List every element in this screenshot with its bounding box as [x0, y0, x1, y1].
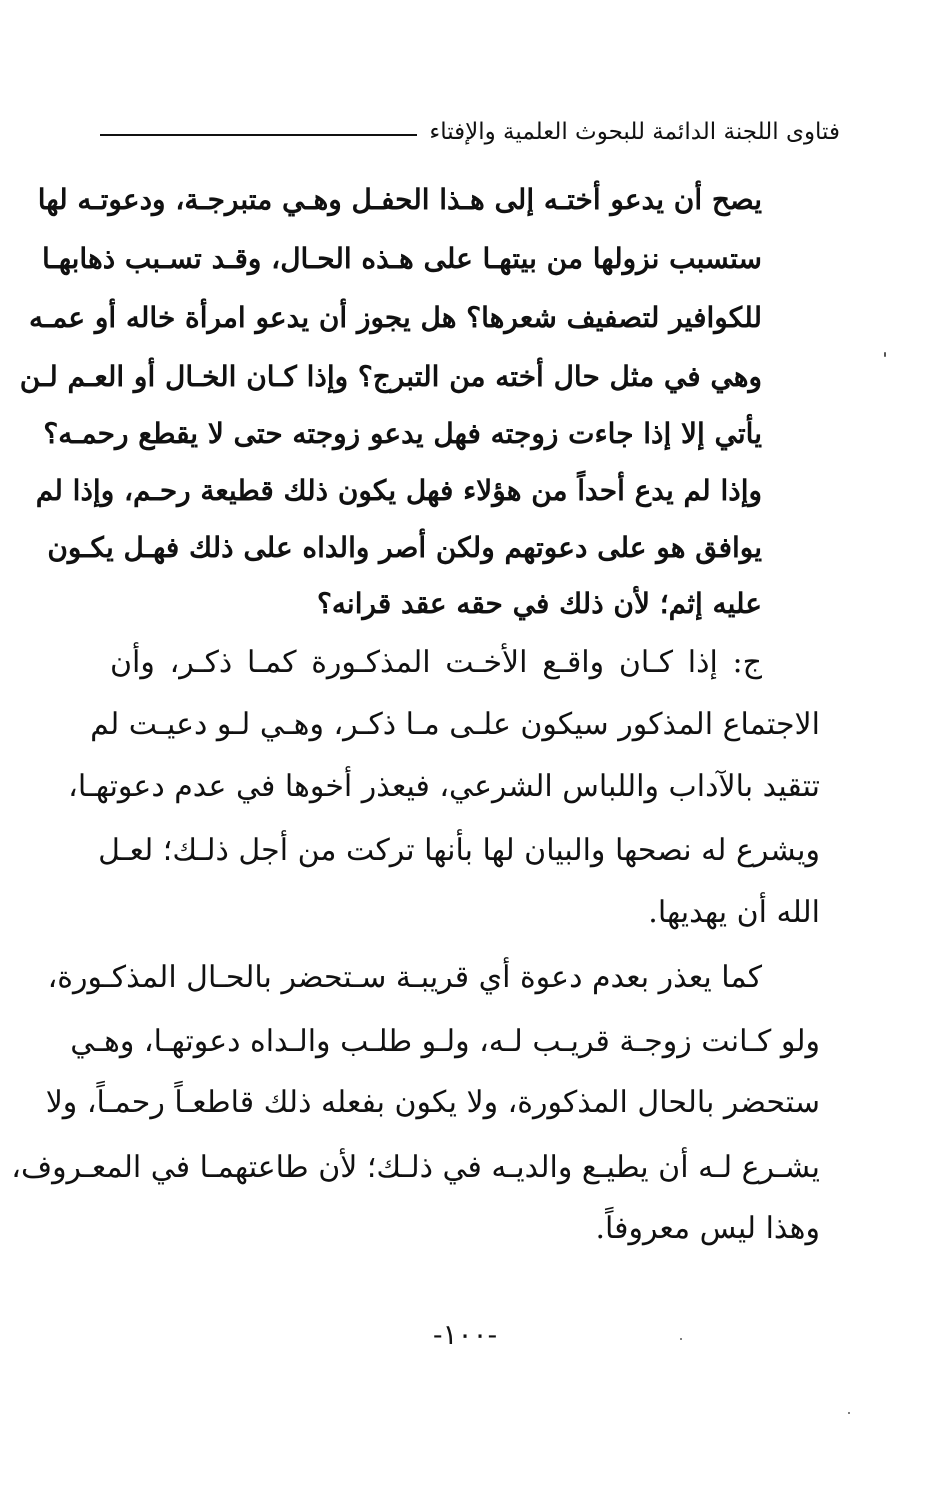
scan-speck: [884, 352, 886, 357]
question-line: ستسبب نزولها من بيتهـا على هـذه الحـال، وقـد تسـبب ذهابهـا: [41, 242, 762, 275]
question-line: يأتي إلا إذا جاءت زوجته فهل يدعو زوجته حتى لا يقطع رحمـه؟: [43, 417, 762, 450]
answer-line: الاجتماع المذكور سيكون علـى مـا ذكـر، وهـي لـو دعيـت لم: [90, 707, 820, 742]
question-line: عليه إثم؛ لأن ذلك في حقه عقد قرانه؟: [317, 587, 762, 620]
answer-line: ستحضر بالحال المذكورة، ولا يكون بفعله ذلك قاطعـاً رحمـاً، ولا: [45, 1085, 820, 1120]
answer-line: يشـرع لـه أن يطيـع والديـه في ذلـك؛ لأن طاعتهمـا في المعـروف،: [11, 1150, 820, 1185]
question-line: يصح أن يدعو أختـه إلى هـذا الحفـل وهـي متبرجـة، ودعوتـه لها: [37, 183, 762, 216]
book-title: فتاوى اللجنة الدائمة للبحوث العلمية والإفتاء: [429, 119, 840, 145]
answer-line: كما يعذر بعدم دعوة أي قريبـة سـتحضر بالحـال المذكـورة،: [47, 960, 762, 995]
question-line: وهي في مثل حال أخته من التبرج؟ وإذا كـان الخـال أو العـم لـن: [19, 360, 762, 393]
answer-line: ويشرع له نصحها والبيان لها بأنها تركت من أجل ذلـك؛ لعـل: [98, 833, 820, 868]
page-number: -١٠٠-: [432, 1318, 498, 1351]
answer-line: ج: إذا كـان واقـع الأخـت المذكـورة كمـا ذكـر، وأن: [110, 645, 762, 680]
question-line: للكوافير لتصفيف شعرها؟ هل يجوز أن يدعو امرأة خاله أو عمـه: [28, 301, 762, 334]
answer-line: تتقيد بالآداب واللباس الشرعي، فيعذر أخوها في عدم دعوتهـا،: [68, 769, 820, 804]
answer-line: وهذا ليس معروفاً.: [595, 1211, 820, 1246]
scan-speck: [680, 1338, 682, 1340]
question-line: يوافق هو على دعوتهم ولكن أصر والداه على ذلك فهـل يكـون: [47, 531, 762, 564]
scan-speck: [848, 1412, 850, 1414]
answer-line: الله أن يهديها.: [648, 895, 820, 930]
answer-line: ولو كـانت زوجـة قريـب لـه، ولـو طلـب والـداه دعوتهـا، وهـي: [70, 1024, 820, 1059]
question-line: وإذا لم يدع أحداً من هؤلاء فهل يكون ذلك قطيعة رحـم، وإذا لم: [35, 474, 762, 507]
